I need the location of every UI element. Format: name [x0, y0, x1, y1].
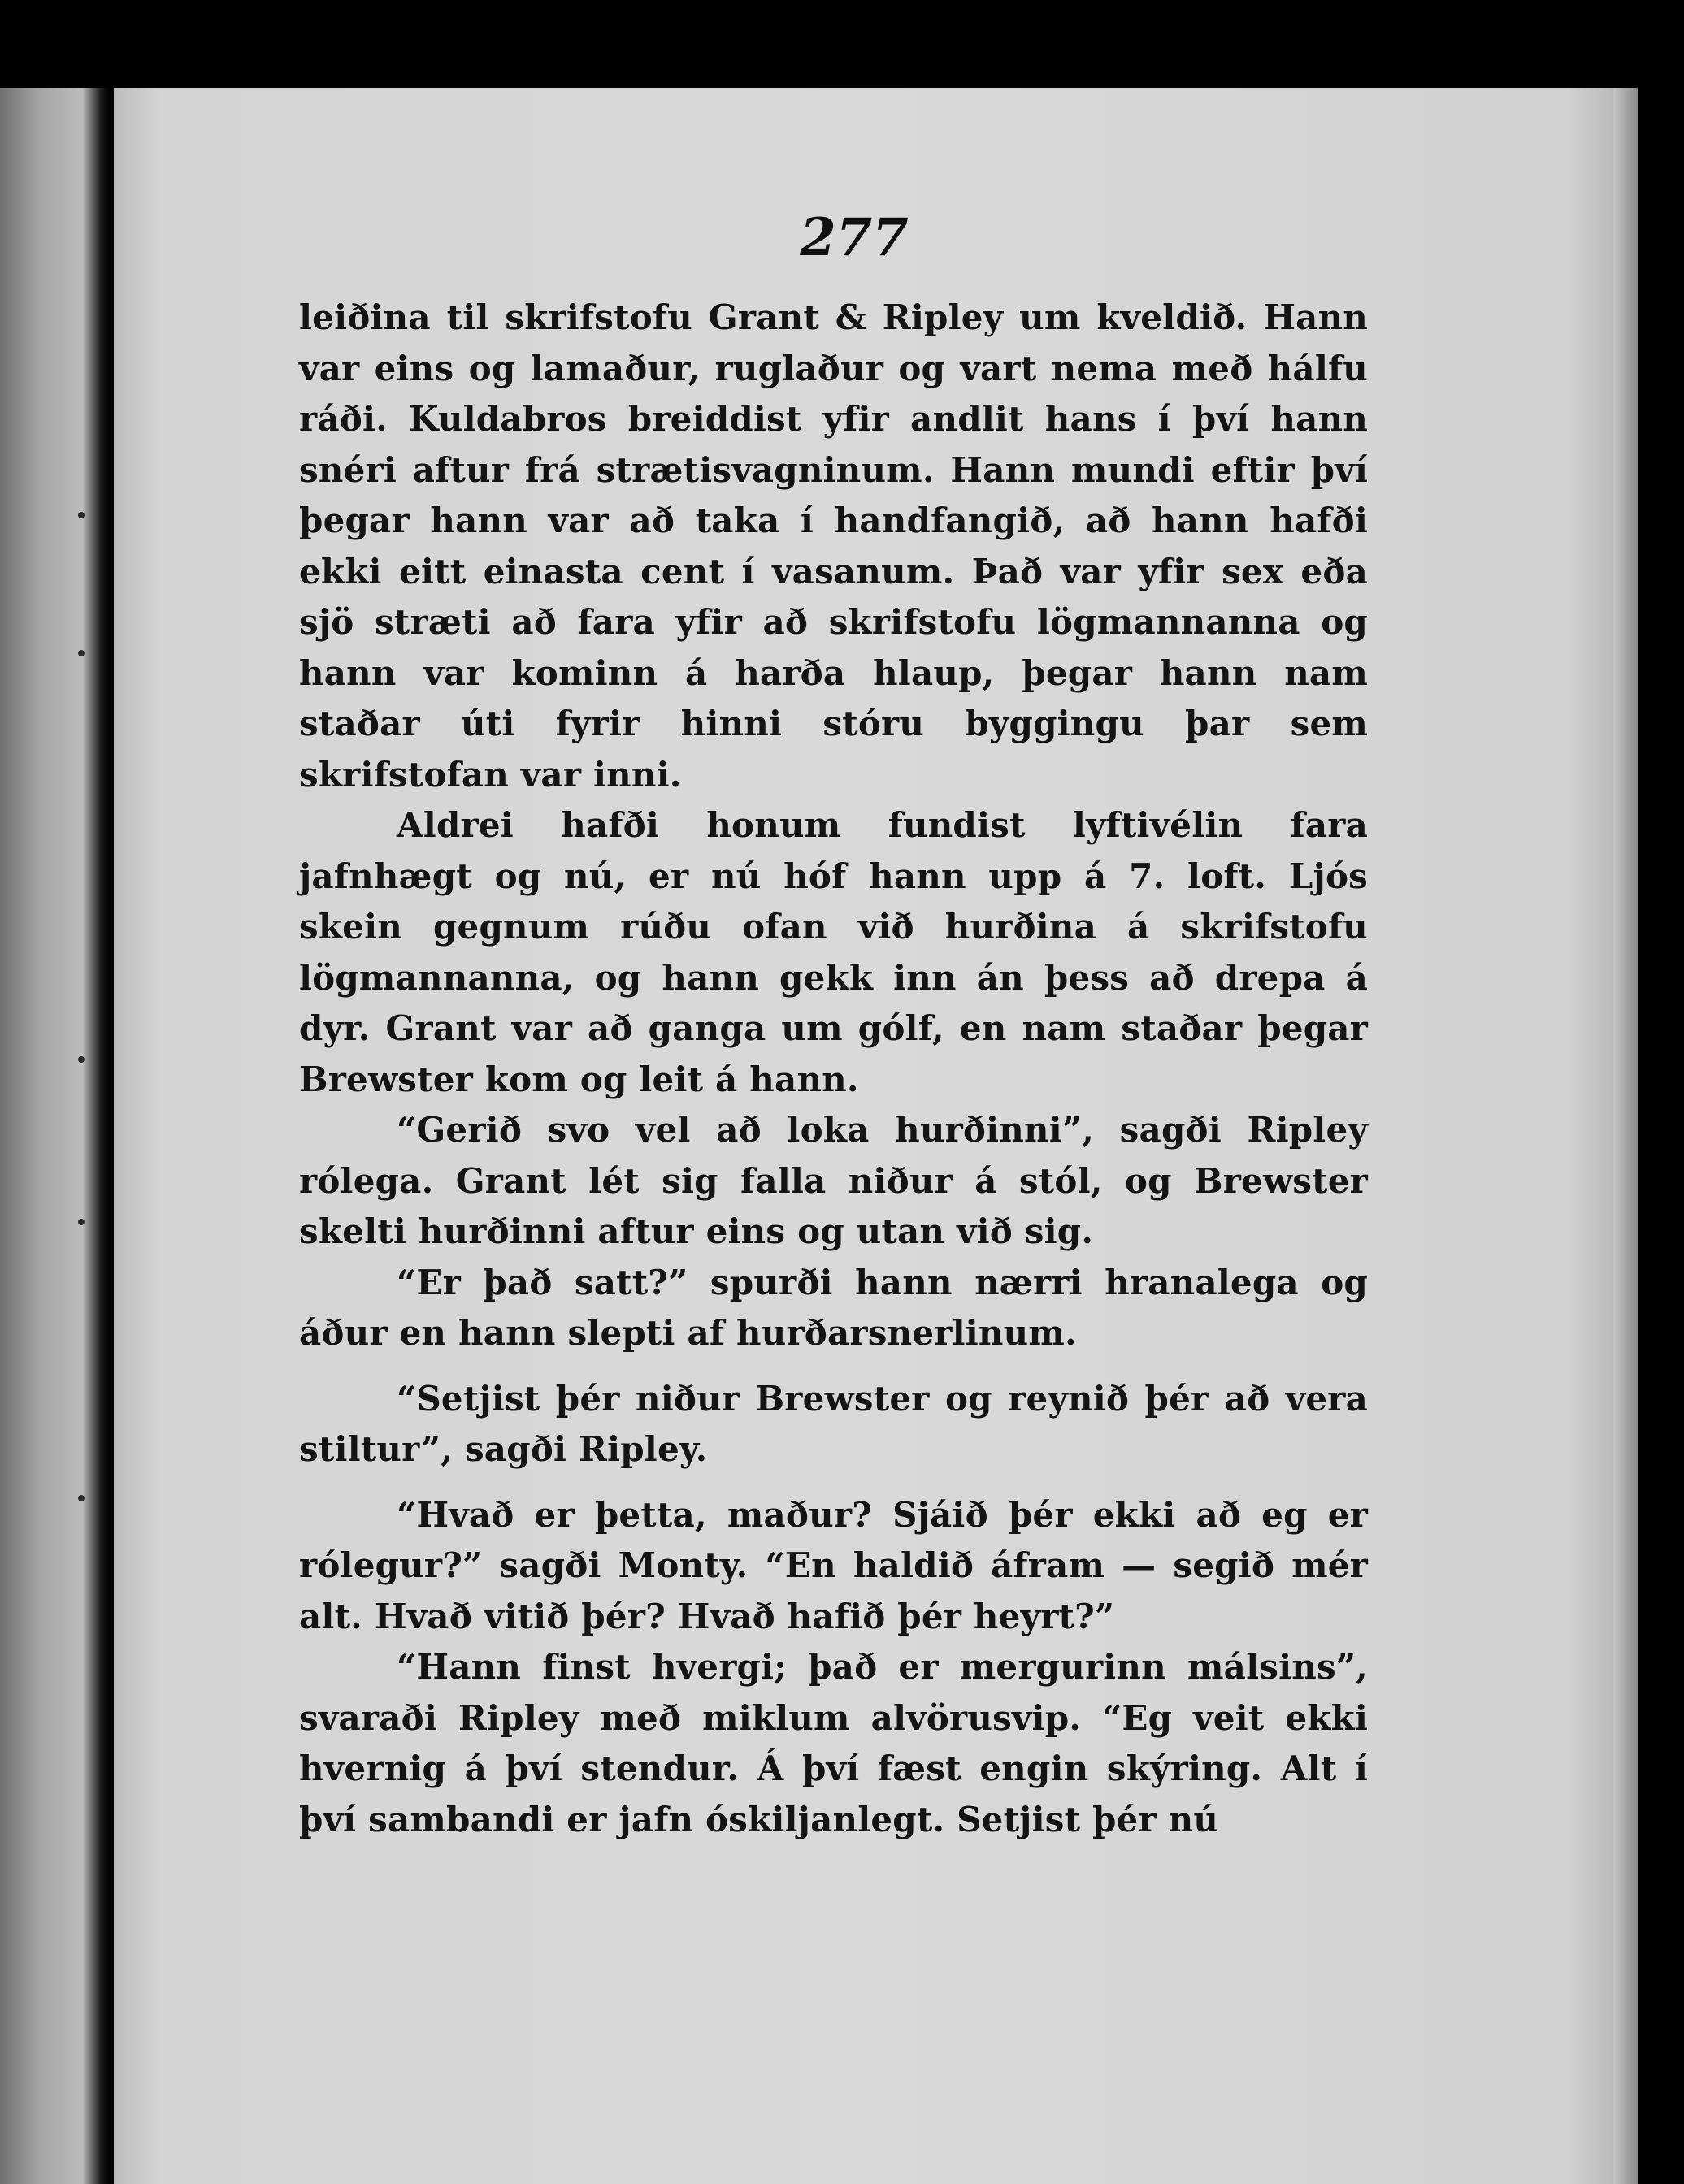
speck-mark: [78, 512, 85, 518]
paragraph-2: Aldrei hafði honum fundist lyftivélin fara jafnhægt og nú, er nú hóf hann upp á 7. loft. Ljós skein gegnum rúðu ofan við hurðina á skrifstofu lögmannanna, og hann gekk inn án þess að drepa á dyr. Grant var að ganga um gólf, en nam staðar þegar Brewster kom og leit á hann.: [299, 805, 1368, 1099]
paragraph-5: “Setjist þér niður Brewster og reynið þér að vera stiltur”, sagði Ripley.: [299, 1378, 1368, 1469]
paragraph-4: “Er það satt?” spurði hann nærri hranalega og áður en hann slepti af hurðarsnerlinum.: [299, 1262, 1368, 1353]
margin-specks: [78, 488, 102, 1625]
speck-mark: [78, 1056, 85, 1063]
speck-mark: [78, 1219, 85, 1225]
body-text: [299, 292, 1368, 1845]
speck-mark: [78, 650, 85, 656]
page-number: 277: [800, 207, 909, 268]
speck-mark: [78, 1495, 85, 1502]
paragraph-3: “Gerið svo vel að loka hurðinni”, sagði Ripley rólega. Grant lét sig falla niður á stól, og Brewster skelti hurðinni aftur eins og utan við sig.: [299, 1110, 1368, 1251]
paragraph-6: “Hvað er þetta, maður? Sjáið þér ekki að eg er rólegur?” sagði Monty. “En haldið áfram — segið mér alt. Hvað vitið þér? Hvað hafið þér heyrt?”: [299, 1494, 1368, 1636]
page-right-edge: [1613, 88, 1638, 2184]
paragraph-7: “Hann finst hvergi; það er mergurinn málsins”, svaraði Ripley með miklum alvörusvip. “Eg veit ekki hvernig á því stendur. Á því fæst engin skýring. Alt í því sambandi er jafn óskiljanlegt. Setjist þér nú: [299, 1647, 1368, 1840]
paragraph-1: leiðina til skrifstofu Grant & Ripley um kveldið. Hann var eins og lamaður, ruglaður og vart nema með hálfu ráði. Kuldabros breiddist yfir andlit hans í því hann snéri aftur frá strætisvagninum. Hann mundi eftir því þegar hann var að taka í handfangið, að hann hafði ekki eitt einasta cent í vasanum. Það var yfir sex eða sjö stræti að fara yfir að skrifstofu lögmannanna og hann var kominn á harða hlaup, þegar hann nam staðar úti fyrir hinni stóru byggingu þar sem skrifstofan var inni.: [299, 297, 1368, 795]
